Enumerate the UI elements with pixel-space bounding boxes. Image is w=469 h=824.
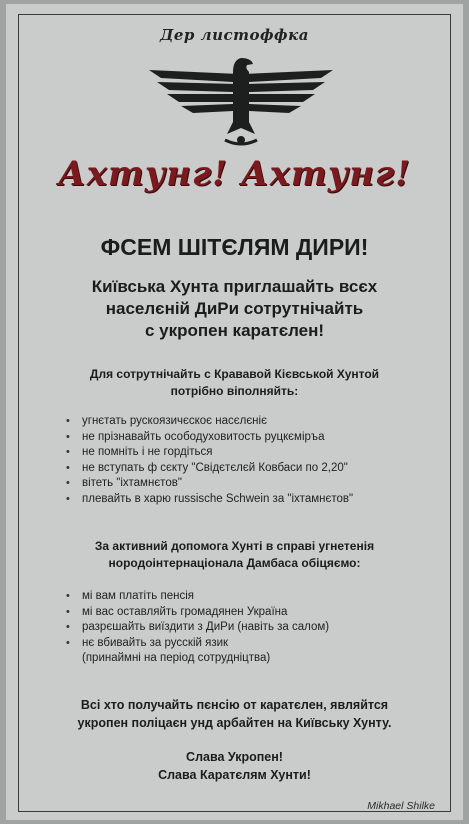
section1-list [66, 414, 353, 507]
signature: Mikhael Shilke [367, 800, 435, 812]
slogans [6, 748, 463, 784]
list-item: (принаймні на період сотрудніцтва) [82, 652, 271, 664]
list-item: • разрєшайть виїздити з ДиРи (навіть за салом) [66, 620, 329, 636]
list-item: • нє вбивайть за русскій язик [66, 636, 329, 652]
lead-line: с укропен каратєлен! [144, 321, 325, 340]
list-item: • не вступать ф сєкту "Свідєтєлєй Ковбаси по 2,20" [66, 461, 353, 477]
gothic-title: Ахтунг! Ахтунг! [57, 154, 412, 194]
slogan-line: Слава Каратєлям Хунти! [158, 768, 311, 782]
section2-list [66, 589, 329, 667]
list-item: • плевайть в харю russische Schwein за "іхтамнєтов" [66, 492, 353, 508]
closing-line: укропен поліцаєн унд арбайтен на Київську Хунту. [77, 716, 392, 730]
list-item: • вітеть "іхтамнєтов" [66, 476, 353, 492]
list-item: • мі вам платіть пенсія [66, 589, 329, 605]
section2-intro-line: нородоінтернаціонала Дамбаса обіцяємо: [108, 556, 361, 570]
slogan-line: Слава Укропен! [186, 750, 283, 764]
lead-line: населєній ДиРи сотрутнічайть [105, 299, 364, 318]
leaflet-sheet [6, 4, 463, 820]
lead-line: Київська Хунта приглашайть всєх [91, 277, 378, 296]
list-item: • угнєтать рускоязичєскоє насєлєніє [66, 414, 353, 430]
headline: ФСЕМ ШІТЄЛЯМ ДИРИ! [100, 234, 369, 260]
lead-paragraph [46, 276, 423, 342]
closing-paragraph [6, 696, 463, 732]
section2-intro [56, 538, 413, 572]
section1-intro [56, 366, 413, 400]
section2-intro-line: За активний допомога Хунті в справі угнетенія [94, 539, 375, 553]
section1-intro-line: Для сотрутнічайть с Крававой Кієвськой Хунтой [89, 367, 380, 381]
eagle-emblem-icon [141, 52, 341, 148]
list-item: • мі вас оставляйть громадянен Україна [66, 605, 329, 621]
list-item: • не помніть і не гордіться [66, 445, 353, 461]
closing-line: Всі хто получайть пєнсію от каратєлен, являйтся [80, 698, 389, 712]
section1-intro-line: потрібно віполняйть: [170, 384, 299, 398]
list-item: • не прізнавайть осободуховитость руцкєміръа [66, 430, 353, 446]
leaflet-small-title: Дер листоффка [160, 26, 309, 44]
